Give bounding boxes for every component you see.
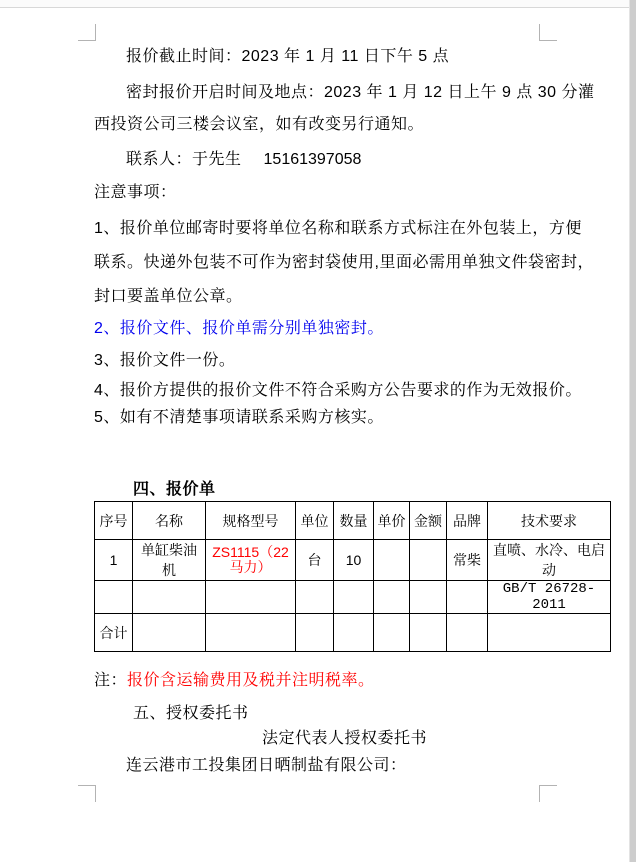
cell-empty — [374, 614, 410, 652]
cell-empty — [410, 614, 447, 652]
cell-brand: 常柴 — [447, 540, 488, 581]
note2-line: 2、报价文件、报价单需分别单独密封。 — [94, 320, 384, 337]
cell-empty — [296, 581, 334, 614]
note1-line-2: 联系。快递外包装不可作为密封袋使用,里面必需用单独文件袋密封， — [94, 254, 594, 271]
table-row-standard — [95, 581, 611, 614]
cell-empty — [133, 614, 206, 652]
footnote-line — [94, 671, 375, 690]
opening-line-1: 密封报价开启时间及地点：2023 年 1 月 12 日上午 9 点 30 分灌 — [126, 84, 595, 101]
section4-title: 四、报价单 — [133, 481, 216, 498]
header-name: 名称 — [133, 502, 206, 540]
note1-line-1: 1、报价单位邮寄时要将单位名称和联系方式标注在外包装上，方便 — [94, 220, 582, 237]
table-row-item — [95, 540, 611, 581]
page-top-edge — [0, 0, 630, 8]
cell-qty: 10 — [334, 540, 374, 581]
cell-empty — [447, 581, 488, 614]
note4-line: 4、报价方提供的报价文件不符合采购方公告要求的作为无效报价。 — [94, 382, 582, 399]
poa-title: 法定代表人授权委托书 — [262, 730, 428, 747]
header-qty: 数量 — [334, 502, 374, 540]
cell-amount — [410, 540, 447, 581]
company-line: 连云港市工投集团日晒制盐有限公司： — [126, 757, 407, 774]
margin-mark-top-right — [539, 24, 557, 41]
cell-empty — [488, 614, 611, 652]
cell-empty — [447, 614, 488, 652]
footnote-red-text: 报价含运输费用及税并注明税率。 — [127, 672, 375, 689]
table-row-total — [95, 614, 611, 652]
cell-standard: GB/T 26728-2011 — [488, 581, 611, 614]
cell-tech: 直喷、水冷、电启动 — [488, 540, 611, 581]
cell-empty — [206, 614, 296, 652]
note5-line: 5、如有不清楚事项请联系采购方核实。 — [94, 409, 384, 426]
cell-price — [374, 540, 410, 581]
page-right-edge — [629, 0, 636, 862]
margin-mark-bottom-left — [78, 785, 96, 802]
cell-seq: 1 — [95, 540, 133, 581]
cell-empty — [334, 614, 374, 652]
section5-title: 五、授权委托书 — [133, 705, 249, 722]
note1-line-3: 封口要盖单位公章。 — [94, 288, 243, 305]
cell-empty — [95, 581, 133, 614]
cell-empty — [296, 614, 334, 652]
cell-empty — [133, 581, 206, 614]
cell-empty — [410, 581, 447, 614]
opening-line-2: 西投资公司三楼会议室，如有改变另行通知。 — [94, 116, 425, 133]
notes-title: 注意事项： — [94, 184, 177, 201]
header-tech: 技术要求 — [488, 502, 611, 540]
header-spec: 规格型号 — [206, 502, 296, 540]
contact-phone: 15161397058 — [263, 151, 362, 168]
header-unit: 单位 — [296, 502, 334, 540]
header-brand: 品牌 — [447, 502, 488, 540]
contact-line — [126, 150, 361, 169]
cell-unit: 台 — [296, 540, 334, 581]
contact-name: 联系人：于先生 — [126, 151, 242, 168]
quotation-table — [94, 501, 611, 652]
table-header-row — [95, 502, 611, 540]
header-price: 单价 — [374, 502, 410, 540]
cell-empty — [334, 581, 374, 614]
cell-empty — [374, 581, 410, 614]
margin-mark-bottom-right — [539, 785, 557, 802]
deadline-line: 报价截止时间：2023 年 1 月 11 日下午 5 点 — [126, 48, 450, 65]
margin-mark-top-left — [78, 24, 96, 41]
note3-line: 3、报价文件一份。 — [94, 352, 236, 369]
footnote-prefix: 注： — [94, 672, 128, 689]
cell-total-label: 合计 — [95, 614, 133, 652]
cell-empty — [206, 581, 296, 614]
cell-name: 单缸柴油机 — [133, 540, 206, 581]
cell-spec: ZS1115（22 马力） — [206, 540, 296, 581]
header-amount: 金额 — [410, 502, 447, 540]
header-seq: 序号 — [95, 502, 133, 540]
